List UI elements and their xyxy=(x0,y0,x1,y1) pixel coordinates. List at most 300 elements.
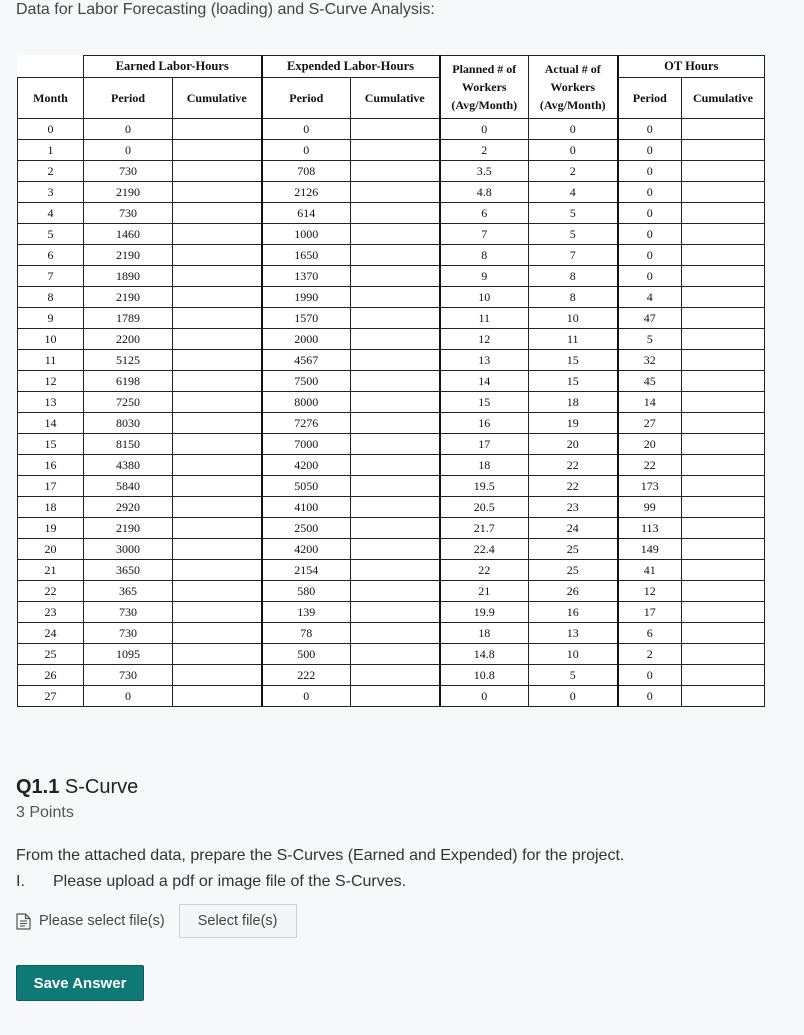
cell-expended-period: 614 xyxy=(262,203,351,224)
cell-earned-period: 2920 xyxy=(84,497,173,518)
cell-actual-workers: 20 xyxy=(529,434,618,455)
cell-month: 4 xyxy=(18,203,84,224)
cell-month: 11 xyxy=(18,350,84,371)
cell-earned-cumulative xyxy=(173,266,262,287)
labor-data-table-container xyxy=(17,55,764,707)
cell-ot-cumulative xyxy=(682,602,765,623)
cell-ot-cumulative xyxy=(682,686,765,707)
table-row xyxy=(18,182,765,203)
cell-ot-period: 0 xyxy=(618,266,682,287)
cell-expended-cumulative xyxy=(351,119,440,140)
cell-actual-workers: 11 xyxy=(529,329,618,350)
table-row xyxy=(18,539,765,560)
header-blank xyxy=(18,56,84,78)
cell-planned-workers: 7 xyxy=(440,224,529,245)
cell-ot-cumulative xyxy=(682,665,765,686)
cell-planned-workers: 22 xyxy=(440,560,529,581)
cell-expended-period: 7500 xyxy=(262,371,351,392)
cell-ot-period: 27 xyxy=(618,413,682,434)
cell-planned-workers: 8 xyxy=(440,245,529,266)
cell-earned-period: 365 xyxy=(84,581,173,602)
table-row xyxy=(18,581,765,602)
cell-expended-cumulative xyxy=(351,455,440,476)
cell-actual-workers: 15 xyxy=(529,350,618,371)
cell-expended-cumulative xyxy=(351,665,440,686)
cell-expended-cumulative xyxy=(351,203,440,224)
file-upload-row xyxy=(16,904,297,938)
cell-ot-period: 0 xyxy=(618,161,682,182)
cell-ot-period: 113 xyxy=(618,518,682,539)
cell-month: 9 xyxy=(18,308,84,329)
header-expended-period: Period xyxy=(262,78,351,119)
question-item-text: Please upload a pdf or image file of the S-Curves. xyxy=(53,873,407,890)
cell-expended-period: 708 xyxy=(262,161,351,182)
cell-expended-cumulative xyxy=(351,602,440,623)
cell-planned-workers: 15 xyxy=(440,392,529,413)
cell-expended-cumulative xyxy=(351,476,440,497)
cell-expended-cumulative xyxy=(351,308,440,329)
table-row xyxy=(18,476,765,497)
table-row xyxy=(18,203,765,224)
cell-actual-workers: 15 xyxy=(529,371,618,392)
cell-month: 18 xyxy=(18,497,84,518)
question-points: 3 Points xyxy=(16,804,74,821)
cell-ot-cumulative xyxy=(682,140,765,161)
cell-ot-cumulative xyxy=(682,623,765,644)
cell-ot-cumulative xyxy=(682,308,765,329)
cell-ot-period: 149 xyxy=(618,539,682,560)
cell-earned-period: 5125 xyxy=(84,350,173,371)
cell-expended-period: 2500 xyxy=(262,518,351,539)
cell-expended-period: 78 xyxy=(262,623,351,644)
question-number: Q1.1 xyxy=(16,776,60,798)
cell-earned-cumulative xyxy=(173,644,262,665)
table-row xyxy=(18,434,765,455)
table-row xyxy=(18,455,765,476)
cell-earned-period: 0 xyxy=(84,119,173,140)
cell-actual-workers: 4 xyxy=(529,182,618,203)
cell-earned-period: 3650 xyxy=(84,560,173,581)
cell-ot-period: 41 xyxy=(618,560,682,581)
cell-earned-cumulative xyxy=(173,560,262,581)
cell-ot-cumulative xyxy=(682,539,765,560)
cell-earned-period: 8030 xyxy=(84,413,173,434)
labor-data-table-body xyxy=(18,119,765,707)
cell-expended-cumulative xyxy=(351,224,440,245)
cell-actual-workers: 0 xyxy=(529,686,618,707)
cell-month: 13 xyxy=(18,392,84,413)
cell-earned-period: 730 xyxy=(84,161,173,182)
cell-planned-workers: 2 xyxy=(440,140,529,161)
header-earned-labor-hours: Earned Labor-Hours xyxy=(84,56,262,78)
cell-expended-period: 8000 xyxy=(262,392,351,413)
cell-planned-workers: 20.5 xyxy=(440,497,529,518)
header-ot-period: Period xyxy=(618,78,682,119)
cell-actual-workers: 8 xyxy=(529,287,618,308)
cell-expended-cumulative xyxy=(351,497,440,518)
cell-ot-period: 0 xyxy=(618,245,682,266)
cell-planned-workers: 10 xyxy=(440,287,529,308)
cell-expended-cumulative xyxy=(351,518,440,539)
cell-ot-cumulative xyxy=(682,287,765,308)
header-planned-workers: Planned # of Workers (Avg/Month) xyxy=(440,56,529,119)
cell-ot-cumulative xyxy=(682,476,765,497)
cell-month: 16 xyxy=(18,455,84,476)
table-row xyxy=(18,140,765,161)
cell-planned-workers: 19.5 xyxy=(440,476,529,497)
cell-actual-workers: 13 xyxy=(529,623,618,644)
cell-ot-cumulative xyxy=(682,245,765,266)
cell-expended-cumulative xyxy=(351,245,440,266)
cell-planned-workers: 10.8 xyxy=(440,665,529,686)
cell-expended-cumulative xyxy=(351,581,440,602)
table-row xyxy=(18,329,765,350)
cell-expended-period: 0 xyxy=(262,686,351,707)
cell-ot-period: 45 xyxy=(618,371,682,392)
cell-ot-cumulative xyxy=(682,434,765,455)
cell-planned-workers: 21 xyxy=(440,581,529,602)
cell-earned-cumulative xyxy=(173,413,262,434)
cell-expended-period: 4567 xyxy=(262,350,351,371)
table-row xyxy=(18,602,765,623)
cell-ot-period: 0 xyxy=(618,224,682,245)
cell-month: 7 xyxy=(18,266,84,287)
cell-planned-workers: 14.8 xyxy=(440,644,529,665)
cell-expended-period: 0 xyxy=(262,140,351,161)
cell-actual-workers: 2 xyxy=(529,161,618,182)
cell-expended-cumulative xyxy=(351,413,440,434)
cell-earned-period: 730 xyxy=(84,623,173,644)
cell-ot-period: 47 xyxy=(618,308,682,329)
cell-month: 6 xyxy=(18,245,84,266)
cell-expended-cumulative xyxy=(351,161,440,182)
cell-ot-cumulative xyxy=(682,518,765,539)
cell-ot-cumulative xyxy=(682,119,765,140)
cell-planned-workers: 18 xyxy=(440,455,529,476)
header-actual-workers: Actual # of Workers (Avg/Month) xyxy=(529,56,618,119)
cell-ot-period: 12 xyxy=(618,581,682,602)
cell-planned-workers: 16 xyxy=(440,413,529,434)
table-row xyxy=(18,308,765,329)
cell-earned-period: 2190 xyxy=(84,182,173,203)
cell-expended-cumulative xyxy=(351,644,440,665)
cell-earned-period: 5840 xyxy=(84,476,173,497)
cell-ot-cumulative xyxy=(682,392,765,413)
table-row xyxy=(18,287,765,308)
table-row xyxy=(18,371,765,392)
cell-earned-cumulative xyxy=(173,245,262,266)
cell-month: 15 xyxy=(18,434,84,455)
cell-earned-cumulative xyxy=(173,602,262,623)
table-row xyxy=(18,119,765,140)
cell-earned-period: 3000 xyxy=(84,539,173,560)
cell-ot-period: 173 xyxy=(618,476,682,497)
cell-actual-workers: 22 xyxy=(529,476,618,497)
cell-ot-cumulative xyxy=(682,371,765,392)
cell-earned-cumulative xyxy=(173,518,262,539)
cell-actual-workers: 26 xyxy=(529,581,618,602)
file-document-icon xyxy=(16,913,31,930)
cell-earned-period: 6198 xyxy=(84,371,173,392)
question-title xyxy=(16,776,138,799)
cell-ot-period: 4 xyxy=(618,287,682,308)
cell-expended-cumulative xyxy=(351,140,440,161)
cell-actual-workers: 5 xyxy=(529,224,618,245)
cell-expended-period: 4100 xyxy=(262,497,351,518)
cell-actual-workers: 0 xyxy=(529,140,618,161)
cell-earned-period: 7250 xyxy=(84,392,173,413)
cell-ot-cumulative xyxy=(682,581,765,602)
cell-ot-period: 14 xyxy=(618,392,682,413)
cell-planned-workers: 3.5 xyxy=(440,161,529,182)
cell-expended-period: 139 xyxy=(262,602,351,623)
table-row xyxy=(18,224,765,245)
cell-planned-workers: 14 xyxy=(440,371,529,392)
cell-planned-workers: 11 xyxy=(440,308,529,329)
cell-ot-cumulative xyxy=(682,182,765,203)
cell-ot-cumulative xyxy=(682,455,765,476)
save-answer-button[interactable]: Save Answer xyxy=(16,965,144,1001)
header-expended-labor-hours: Expended Labor-Hours xyxy=(262,56,440,78)
cell-expended-cumulative xyxy=(351,623,440,644)
cell-ot-period: 0 xyxy=(618,686,682,707)
cell-earned-period: 8150 xyxy=(84,434,173,455)
cell-earned-cumulative xyxy=(173,161,262,182)
cell-month: 14 xyxy=(18,413,84,434)
cell-actual-workers: 10 xyxy=(529,308,618,329)
cell-expended-cumulative xyxy=(351,329,440,350)
cell-expended-cumulative xyxy=(351,371,440,392)
cell-month: 2 xyxy=(18,161,84,182)
select-files-button[interactable]: Select file(s) xyxy=(179,904,297,938)
cell-ot-cumulative xyxy=(682,560,765,581)
cell-actual-workers: 16 xyxy=(529,602,618,623)
cell-ot-period: 0 xyxy=(618,182,682,203)
cell-ot-cumulative xyxy=(682,329,765,350)
cell-month: 10 xyxy=(18,329,84,350)
cell-planned-workers: 6 xyxy=(440,203,529,224)
cell-ot-cumulative xyxy=(682,413,765,434)
cell-month: 5 xyxy=(18,224,84,245)
cell-planned-workers: 21.7 xyxy=(440,518,529,539)
cell-ot-period: 32 xyxy=(618,350,682,371)
cell-expended-cumulative xyxy=(351,287,440,308)
cell-expended-period: 4200 xyxy=(262,539,351,560)
cell-earned-period: 1095 xyxy=(84,644,173,665)
cell-earned-period: 730 xyxy=(84,602,173,623)
cell-earned-period: 2190 xyxy=(84,245,173,266)
cell-planned-workers: 19.9 xyxy=(440,602,529,623)
table-row xyxy=(18,686,765,707)
table-row xyxy=(18,350,765,371)
cell-earned-period: 0 xyxy=(84,686,173,707)
cell-expended-period: 2154 xyxy=(262,560,351,581)
cell-expended-period: 7276 xyxy=(262,413,351,434)
table-row xyxy=(18,518,765,539)
cell-month: 0 xyxy=(18,119,84,140)
cell-actual-workers: 5 xyxy=(529,665,618,686)
cell-earned-cumulative xyxy=(173,119,262,140)
cell-expended-period: 5050 xyxy=(262,476,351,497)
cell-ot-cumulative xyxy=(682,203,765,224)
cell-earned-cumulative xyxy=(173,308,262,329)
cell-month: 8 xyxy=(18,287,84,308)
cell-planned-workers: 22.4 xyxy=(440,539,529,560)
cell-earned-cumulative xyxy=(173,665,262,686)
cell-expended-period: 222 xyxy=(262,665,351,686)
cell-earned-cumulative xyxy=(173,287,262,308)
table-row xyxy=(18,560,765,581)
cell-actual-workers: 25 xyxy=(529,539,618,560)
question-title-text: S-Curve xyxy=(64,776,139,798)
cell-planned-workers: 4.8 xyxy=(440,182,529,203)
cell-month: 12 xyxy=(18,371,84,392)
cell-expended-period: 7000 xyxy=(262,434,351,455)
cell-ot-period: 6 xyxy=(618,623,682,644)
cell-month: 3 xyxy=(18,182,84,203)
cell-earned-period: 730 xyxy=(84,203,173,224)
cell-month: 27 xyxy=(18,686,84,707)
question-text: From the attached data, prepare the S-Curves (Earned and Expended) for the project. xyxy=(16,847,625,864)
cell-expended-cumulative xyxy=(351,392,440,413)
cell-earned-period: 1890 xyxy=(84,266,173,287)
cell-actual-workers: 19 xyxy=(529,413,618,434)
cell-actual-workers: 23 xyxy=(529,497,618,518)
cell-ot-period: 20 xyxy=(618,434,682,455)
cell-planned-workers: 9 xyxy=(440,266,529,287)
cell-ot-cumulative xyxy=(682,350,765,371)
cell-ot-period: 99 xyxy=(618,497,682,518)
cell-expended-cumulative xyxy=(351,560,440,581)
cell-earned-cumulative xyxy=(173,203,262,224)
cell-expended-period: 1650 xyxy=(262,245,351,266)
cell-actual-workers: 18 xyxy=(529,392,618,413)
cell-expended-period: 4200 xyxy=(262,455,351,476)
header-expended-cumulative: Cumulative xyxy=(351,78,440,119)
cell-ot-period: 5 xyxy=(618,329,682,350)
cell-earned-period: 2200 xyxy=(84,329,173,350)
cell-month: 17 xyxy=(18,476,84,497)
table-row xyxy=(18,665,765,686)
file-select-label: Please select file(s) xyxy=(39,913,165,929)
cell-planned-workers: 17 xyxy=(440,434,529,455)
cell-earned-cumulative xyxy=(173,350,262,371)
table-row xyxy=(18,245,765,266)
question-item-number: I. xyxy=(16,873,25,890)
cell-month: 26 xyxy=(18,665,84,686)
cell-earned-period: 2190 xyxy=(84,287,173,308)
cell-expended-cumulative xyxy=(351,686,440,707)
cell-expended-cumulative xyxy=(351,539,440,560)
intro-text: Data for Labor Forecasting (loading) and S-Curve Analysis: xyxy=(16,1,435,18)
cell-earned-period: 2190 xyxy=(84,518,173,539)
question-item xyxy=(16,873,406,891)
cell-month: 19 xyxy=(18,518,84,539)
header-month: Month xyxy=(18,78,84,119)
cell-actual-workers: 5 xyxy=(529,203,618,224)
cell-ot-period: 0 xyxy=(618,140,682,161)
cell-planned-workers: 18 xyxy=(440,623,529,644)
cell-ot-cumulative xyxy=(682,161,765,182)
cell-ot-period: 17 xyxy=(618,602,682,623)
cell-expended-period: 1570 xyxy=(262,308,351,329)
cell-earned-cumulative xyxy=(173,140,262,161)
cell-planned-workers: 0 xyxy=(440,686,529,707)
cell-actual-workers: 8 xyxy=(529,266,618,287)
cell-earned-period: 1460 xyxy=(84,224,173,245)
cell-month: 24 xyxy=(18,623,84,644)
cell-earned-cumulative xyxy=(173,182,262,203)
cell-expended-period: 1370 xyxy=(262,266,351,287)
cell-earned-cumulative xyxy=(173,539,262,560)
cell-month: 20 xyxy=(18,539,84,560)
cell-earned-cumulative xyxy=(173,497,262,518)
table-row xyxy=(18,413,765,434)
cell-month: 1 xyxy=(18,140,84,161)
cell-actual-workers: 7 xyxy=(529,245,618,266)
cell-actual-workers: 0 xyxy=(529,119,618,140)
table-row xyxy=(18,497,765,518)
cell-ot-cumulative xyxy=(682,644,765,665)
cell-month: 23 xyxy=(18,602,84,623)
cell-earned-cumulative xyxy=(173,434,262,455)
labor-data-table xyxy=(17,55,765,707)
cell-ot-period: 2 xyxy=(618,644,682,665)
cell-earned-cumulative xyxy=(173,623,262,644)
cell-expended-period: 2126 xyxy=(262,182,351,203)
header-ot-cumulative: Cumulative xyxy=(682,78,765,119)
cell-earned-period: 0 xyxy=(84,140,173,161)
header-earned-cumulative: Cumulative xyxy=(173,78,262,119)
cell-ot-period: 0 xyxy=(618,119,682,140)
cell-earned-period: 1789 xyxy=(84,308,173,329)
table-row xyxy=(18,392,765,413)
cell-ot-cumulative xyxy=(682,224,765,245)
cell-earned-cumulative xyxy=(173,476,262,497)
cell-earned-cumulative xyxy=(173,455,262,476)
cell-expended-cumulative xyxy=(351,266,440,287)
table-row xyxy=(18,161,765,182)
cell-expended-period: 500 xyxy=(262,644,351,665)
cell-month: 25 xyxy=(18,644,84,665)
cell-planned-workers: 13 xyxy=(440,350,529,371)
cell-earned-period: 4380 xyxy=(84,455,173,476)
cell-month: 21 xyxy=(18,560,84,581)
cell-actual-workers: 25 xyxy=(529,560,618,581)
cell-planned-workers: 12 xyxy=(440,329,529,350)
cell-expended-cumulative xyxy=(351,182,440,203)
cell-earned-period: 730 xyxy=(84,665,173,686)
table-row xyxy=(18,266,765,287)
table-row xyxy=(18,644,765,665)
header-ot-hours: OT Hours xyxy=(618,56,765,78)
cell-expended-cumulative xyxy=(351,434,440,455)
cell-earned-cumulative xyxy=(173,224,262,245)
cell-expended-period: 0 xyxy=(262,119,351,140)
cell-actual-workers: 22 xyxy=(529,455,618,476)
cell-actual-workers: 10 xyxy=(529,644,618,665)
cell-ot-cumulative xyxy=(682,497,765,518)
header-earned-period: Period xyxy=(84,78,173,119)
cell-ot-cumulative xyxy=(682,266,765,287)
cell-planned-workers: 0 xyxy=(440,119,529,140)
cell-earned-cumulative xyxy=(173,329,262,350)
cell-expended-cumulative xyxy=(351,350,440,371)
cell-actual-workers: 24 xyxy=(529,518,618,539)
cell-expended-period: 1990 xyxy=(262,287,351,308)
cell-ot-period: 0 xyxy=(618,665,682,686)
cell-earned-cumulative xyxy=(173,392,262,413)
